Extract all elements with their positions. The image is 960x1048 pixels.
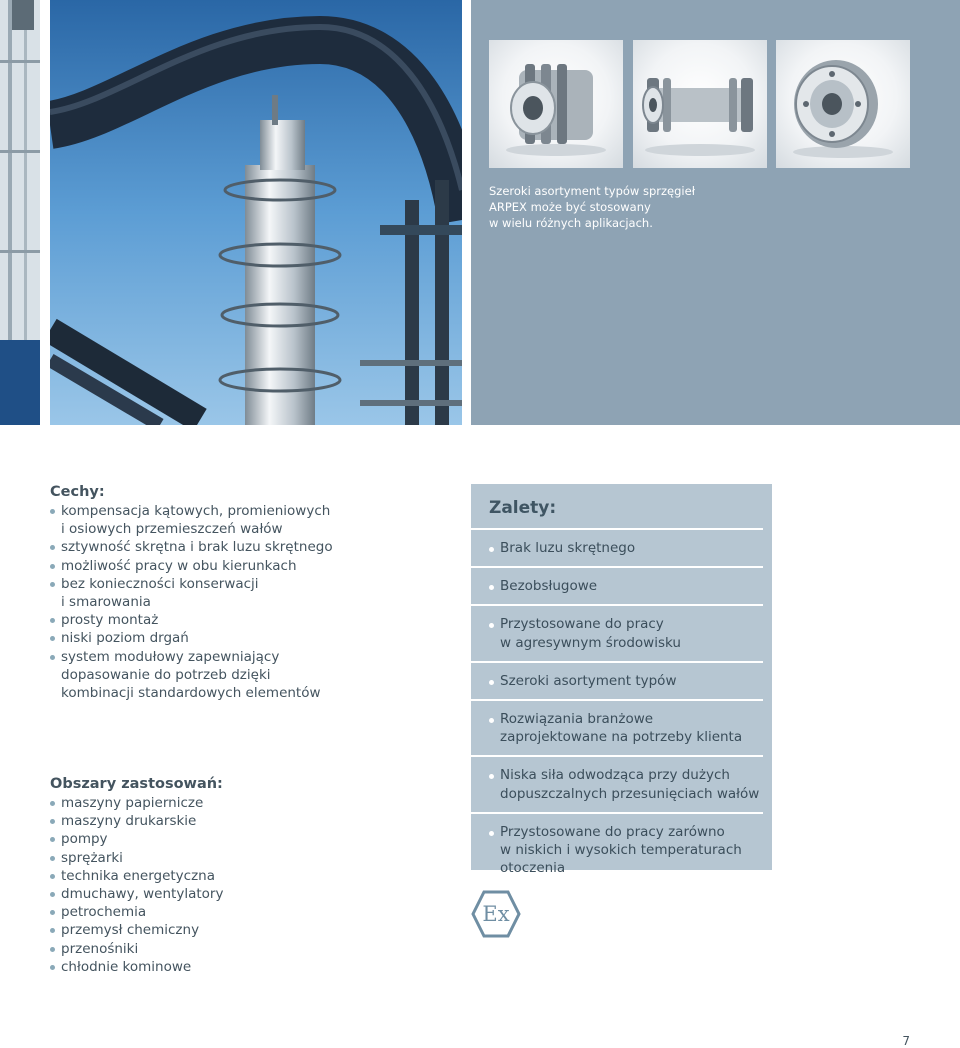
advantage-line: Przystosowane do pracy zarówno [500, 823, 725, 840]
list-item-line: system modułowy zapewniający [61, 648, 280, 665]
list-item [50, 538, 450, 556]
list-item-line: kombinacji standardowych elementów [61, 685, 321, 702]
caption-line: w wielu różnych aplikacjach. [489, 216, 653, 230]
advantages-heading: Zalety: [489, 498, 557, 518]
list-item [50, 575, 450, 611]
applications-list [50, 794, 450, 976]
list-item [50, 867, 450, 885]
list-item-line: bez konieczności konserwacji [61, 575, 259, 592]
side-building-photo [0, 0, 40, 425]
list-item [50, 648, 450, 703]
advantage-line: Brak luzu skrętnego [500, 540, 636, 556]
ex-hexagon-icon [471, 890, 521, 938]
advantage-item [471, 566, 763, 604]
list-item-line: przenośniki [61, 940, 139, 957]
applications-section [50, 776, 450, 976]
caption-line: Szeroki asortyment typów sprzęgieł [489, 184, 695, 198]
list-item [50, 812, 450, 830]
advantage-item [471, 812, 763, 887]
advantages-box [471, 484, 772, 877]
advantage-line: Bezobsługowe [500, 578, 598, 595]
list-item-line: chłodnie kominowe [61, 958, 192, 975]
disc-coupling-image-2 [633, 40, 767, 168]
advantage-line: Przystosowane do pracy [500, 616, 664, 633]
product-caption [489, 183, 749, 231]
caption-line: ARPEX może być stosowany [489, 200, 651, 214]
list-item [50, 629, 450, 647]
list-item [50, 830, 450, 848]
advantage-item [471, 528, 763, 566]
applications-heading: Obszary zastosowań: [50, 776, 223, 792]
advantage-line: Szeroki asortyment typów [500, 672, 677, 689]
advantage-item [471, 755, 763, 811]
advantage-item [471, 661, 763, 699]
disc-coupling-image-1 [489, 40, 623, 168]
list-item [50, 849, 450, 867]
list-item [50, 940, 450, 958]
advantage-line: otoczenia [500, 860, 566, 877]
advantage-line: Rozwiązania branżowe [500, 711, 654, 728]
advantage-line: dopuszczalnych przesunięciach wałów [500, 785, 760, 802]
list-item-line: pompy [61, 831, 108, 848]
list-item [50, 502, 450, 538]
advantage-line: w niskich i wysokich temperaturach [500, 842, 742, 859]
list-item-line: przemysł chemiczny [61, 922, 200, 939]
list-item-line: sztywność skrętna i brak luzu skrętnego [61, 539, 333, 556]
list-item [50, 885, 450, 903]
list-item-line: sprężarki [61, 849, 123, 866]
list-item-line: dmuchawy, wentylatory [61, 886, 224, 903]
advantages-list [471, 528, 763, 886]
list-item-line: prosty montaż [61, 612, 159, 629]
advantage-line: w agresywnym środowisku [500, 634, 681, 651]
list-item [50, 794, 450, 812]
list-item-line: możliwość pracy w obu kierunkach [61, 557, 297, 574]
advantage-item [471, 699, 763, 755]
list-item [50, 903, 450, 921]
list-item-line: petrochemia [61, 904, 147, 921]
features-section [50, 484, 450, 702]
advantage-item [471, 604, 763, 660]
disc-coupling-image-3 [776, 40, 910, 168]
list-item [50, 958, 450, 976]
ex-mark-text: Ex [482, 902, 510, 926]
refinery-column-photo [50, 0, 462, 425]
list-item-line: technika energetyczna [61, 867, 216, 884]
advantage-line: zaprojektowane na potrzeby klienta [500, 729, 743, 746]
list-item-line: maszyny drukarskie [61, 813, 197, 830]
features-list [50, 502, 450, 702]
features-heading: Cechy: [50, 484, 105, 500]
advantage-line: Niska siła odwodząca przy dużych [500, 767, 730, 784]
list-item-line: i osiowych przemieszczeń wałów [61, 521, 283, 538]
list-item-line: kompensacja kątowych, promieniowych [61, 503, 331, 519]
list-item-line: maszyny papiernicze [61, 795, 204, 811]
list-item-line: dopasowanie do potrzeb dzięki [61, 666, 271, 683]
page-number: 7 [902, 1034, 910, 1048]
list-item-line: i smarowania [61, 594, 151, 611]
list-item [50, 921, 450, 939]
list-item-line: niski poziom drgań [61, 630, 189, 647]
list-item [50, 557, 450, 575]
list-item [50, 611, 450, 629]
